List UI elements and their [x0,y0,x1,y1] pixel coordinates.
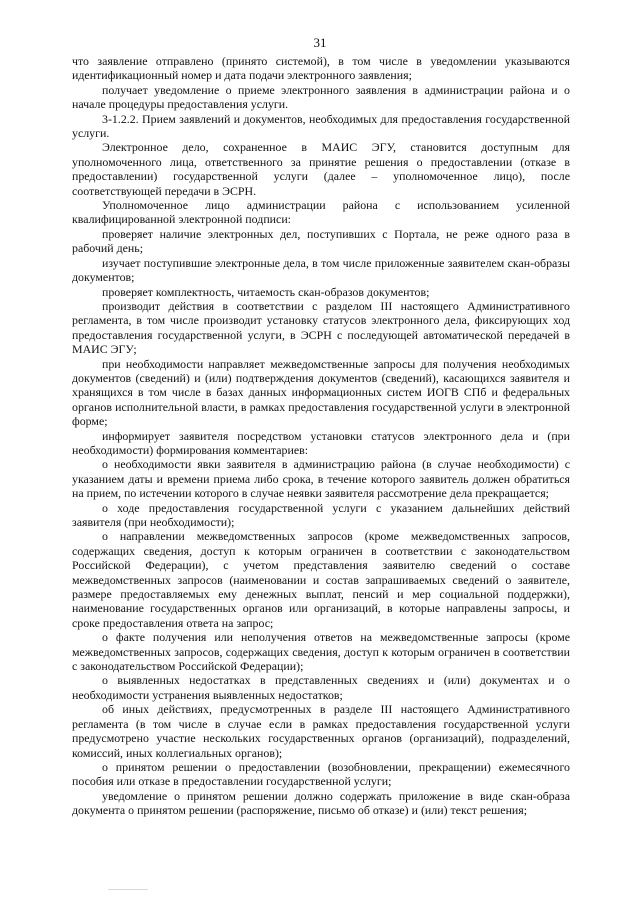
page-number: 31 [313,35,327,50]
paragraph-12: о необходимости явки заявителя в администрацию района (в случае необходимости) с указанием даты и времени приема либо срока, в течение которого заявитель должен обратиться на прием, по истечении которого в случае неявки заявителя рассмотрение дела прекращается; [72,457,570,501]
paragraph-17: об иных действиях, предусмотренных в разделе III настоящего Административного регламента (в том числе в случае если в рамках предоставления государственной услуги предусмотрено участие нескольких государственных органов (организаций), подразделений, комиссий, иных коллегиальных органов); [72,702,570,760]
paragraph-1: что заявление отправлено (принято системой), в том числе в уведомлении указываются идентификационный номер и дата подачи электронного заявления; [72,54,570,83]
paragraph-5: Уполномоченное лицо администрации района с использованием усиленной квалифицированной электронной подписи: [72,198,570,227]
paragraph-11: информирует заявителя посредством установки статусов электронного дела и (при необходимости) формирования комментариев: [72,428,570,457]
paragraph-9: производит действия в соответствии с разделом III настоящего Административного регламента, в том числе производит установку статусов электронного дела, фиксирующих ход предоставления государственной услуги, в ЭСРН с последующей автоматической передачей в МАИС ЭГУ; [72,298,570,357]
paragraph-16: о выявленных недостатках в представленных сведениях и (или) документах и о необходимости устранения выявленных недостатков; [72,673,570,702]
scan-artifact-line [108,889,148,890]
paragraph-19: уведомление о принятом решении должно содержать приложение в виде скан-образа документа о принятом решении (распоряжение, письмо об отказе) и (или) текст решения; [72,788,570,818]
paragraph-7: изучает поступившие электронные дела, в том числе приложенные заявителем скан-образы документов; [72,255,570,285]
paragraph-15: о факте получения или неполучения ответов на межведомственные запросы (кроме межведомственных запросов, содержащих сведения, доступ к которым ограничен в соответствии с законодательством Российской Федерации); [72,630,570,674]
paragraph-4: Электронное дело, сохраненное в МАИС ЭГУ, становится доступным для уполномоченного лица, ответственного за принятие решения о предоставлении (отказе в предоставлении) государственной услуги (далее – уполномоченное лицо), после соответствующей передачи в ЭСРН. [72,140,570,198]
paragraph-18: о принятом решении о предоставлении (возобновлении, прекращении) ежемесячного пособия или отказе в предоставлении государственной услуги; [72,759,570,789]
paragraph-3-section-heading: 3-1.2.2. Прием заявлений и документов, необходимых для предоставления государственной услуги. [72,111,570,141]
paragraph-8: проверяет комплектность, читаемость скан-образов документов; [102,284,430,299]
paragraph-14: о направлении межведомственных запросов (кроме межведомственных запросов, содержащих сведения, доступ к которым ограничен в соответствии с законодательством Российской Федерации), с учетом представления заявителю сведений о составе межведомственных запросов (наименовании и состав запрашиваемых сведений о заявителе, размере предоставляемых ему денежных выплат, пенсий и мер социальной поддержки), наименование государственных органов или организаций, в которые направлены запросы, и сроке предоставления ответа на запрос; [72,529,570,630]
paragraph-13: о ходе предоставления государственной услуги с указанием дальнейших действий заявителя (при необходимости); [72,500,570,529]
paragraph-6: проверяет наличие электронных дел, поступивших с Портала, не реже одного раза в рабочий день; [72,226,570,256]
body-text [72,54,570,818]
paragraph-10: при необходимости направляет межведомственные запросы для получения необходимых документов (сведений) и (или) подтверждения документов (сведений), касающихся заявителя и хранящихся в том числе в базах данных информационных систем ИОГВ СПб и федеральных органов исполнительной власти, в рамках предоставления государственной услуги в электронной форме; [72,356,570,429]
paragraph-2: получает уведомление о приеме электронного заявления в администрации района и о начале процедуры предоставления услуги. [72,82,570,112]
